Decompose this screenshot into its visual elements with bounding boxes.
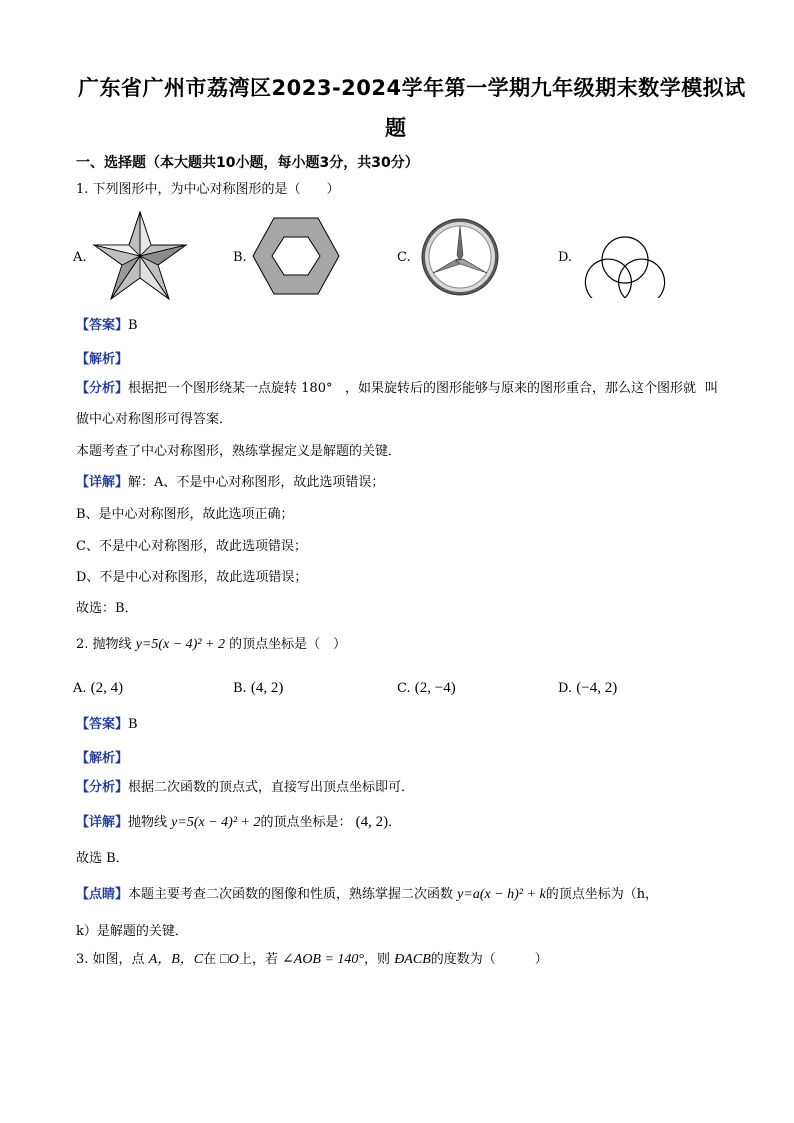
q2-option-a-value: (2, 4) [90, 680, 124, 696]
q1-answer [76, 317, 138, 335]
q1-option-a-label: A. [73, 250, 87, 265]
q1-stem: 1. 下列图形中，为中心对称图形的是（ ） [76, 182, 340, 197]
q2-dianjing-line2: k）是解题的关键． [76, 924, 188, 939]
hexagon-ring-figure [252, 217, 340, 295]
tri-star-emblem-figure [420, 217, 500, 297]
q3-stem-a: 3. 如图，点 [76, 952, 145, 967]
q2-option-a-label: A. [73, 681, 87, 696]
q1-detail-line-c: C、不是中心对称图形，故此选项错误； [76, 539, 307, 554]
detail-tag: 【详解】 [76, 815, 129, 830]
fenxi-tag: 【分析】 [76, 780, 129, 795]
q1-fenxi-text-b: ，如果旋转后的图形能够与原来的图形重合，那么这个图形就 [345, 381, 697, 396]
answer-value: B [128, 717, 138, 732]
answer-tag: 【答案】 [76, 717, 129, 732]
q2-option-b [233, 680, 283, 697]
q2-option-d [558, 680, 617, 697]
q2-option-b-value: (4, 2) [250, 680, 284, 696]
q2-stem-pre: 2. 抛物线 [76, 637, 132, 652]
answer-tag: 【答案】 [76, 318, 129, 333]
q2-fenxi [76, 779, 414, 797]
q2-dianjing [76, 886, 658, 904]
detail-formula: y=5(x − 4)² + 2 [171, 815, 261, 830]
q2-option-d-value: (−4, 2) [576, 680, 618, 696]
detail-text-a: 解：A、不是中心对称图形，故此选项错误； [128, 475, 385, 490]
q1-fenxi-line2: 做中心对称图形可得答案． [76, 412, 233, 427]
q1-note: 本题考查了中心对称图形，熟练掌握定义是解题的关键． [76, 444, 402, 459]
q3-stem-c: 上，若 [238, 952, 278, 967]
detail-tag: 【详解】 [76, 475, 129, 490]
five-point-star-figure [92, 210, 188, 302]
q1-detail-line-a [76, 474, 384, 492]
dianjing-text-b: 的顶点坐标为（h， [545, 887, 659, 902]
q2-option-c-value: (2, −4) [414, 680, 456, 696]
page-title-line2: 题 [385, 116, 407, 140]
detail-mid: 的顶点坐标是： [260, 815, 352, 830]
fenxi-text-a: 根据把一个图形绕某一点旋转 180° [128, 381, 333, 396]
q2-option-c-label: C. [397, 681, 411, 696]
q1-option-c-label: C. [397, 250, 411, 265]
q2-choose: 故选 B． [76, 851, 129, 866]
q1-option-d-label: D. [558, 250, 573, 265]
q3-stem-d: ，则 [364, 952, 391, 967]
q3-angle-acb: ÐACB [394, 952, 431, 967]
q1-analysis-tag: 【解析】 [76, 352, 129, 367]
q3-angle-aob: ∠AOB = 140° [282, 952, 365, 967]
detail-end: ． [388, 815, 402, 830]
triquetra-circles-figure [578, 214, 672, 298]
q2-option-a [73, 680, 123, 697]
q2-detail [76, 813, 401, 832]
q1-option-b-label: B. [233, 250, 247, 265]
q2-option-b-label: B. [233, 681, 247, 696]
q1-fenxi-text-c: 叫 [705, 381, 719, 396]
q2-stem [76, 636, 346, 654]
q1-detail-line-d: D、不是中心对称图形，故此选项错误； [76, 570, 308, 585]
q3-stem-e: 的度数为（ ） [430, 952, 548, 967]
q1-fenxi-line1 [76, 380, 332, 398]
section-heading: 一、选择题（本大题共10小题，每小题3分，共30分） [76, 155, 419, 171]
q2-analysis-tag: 【解析】 [76, 751, 129, 766]
q3-stem [76, 951, 548, 969]
dianjing-tag: 【点睛】 [76, 887, 129, 902]
q3-points: A，B，C [148, 952, 204, 967]
detail-pre: 抛物线 [128, 815, 168, 830]
q1-detail-line-b: B、是中心对称图形，故此选项正确； [76, 507, 294, 522]
fenxi-tag: 【分析】 [76, 381, 129, 396]
answer-value: B [128, 318, 138, 333]
q1-choose: 故选：B． [76, 601, 138, 616]
fenxi-text: 根据二次函数的顶点式，直接写出顶点坐标即可． [128, 780, 415, 795]
q2-formula: y=5(x − 4)² + 2 [135, 637, 225, 652]
q2-stem-post: 的顶点坐标是（ ） [229, 637, 347, 652]
dianjing-formula: y=a(x − h)² + k [457, 887, 546, 902]
q3-stem-b: 在 [203, 952, 217, 967]
q2-answer [76, 716, 138, 734]
q2-option-c [397, 680, 456, 697]
q3-circle: □O [220, 952, 239, 967]
page-title-line1: 广东省广州市荔湾区2023-2024学年第一学期九年级期末数学模拟试 [78, 76, 746, 100]
q2-option-d-label: D. [558, 681, 573, 696]
detail-answer: (4, 2) [355, 814, 389, 830]
dianjing-text-a: 本题主要考查二次函数的图像和性质，熟练掌握二次函数 [128, 887, 454, 902]
